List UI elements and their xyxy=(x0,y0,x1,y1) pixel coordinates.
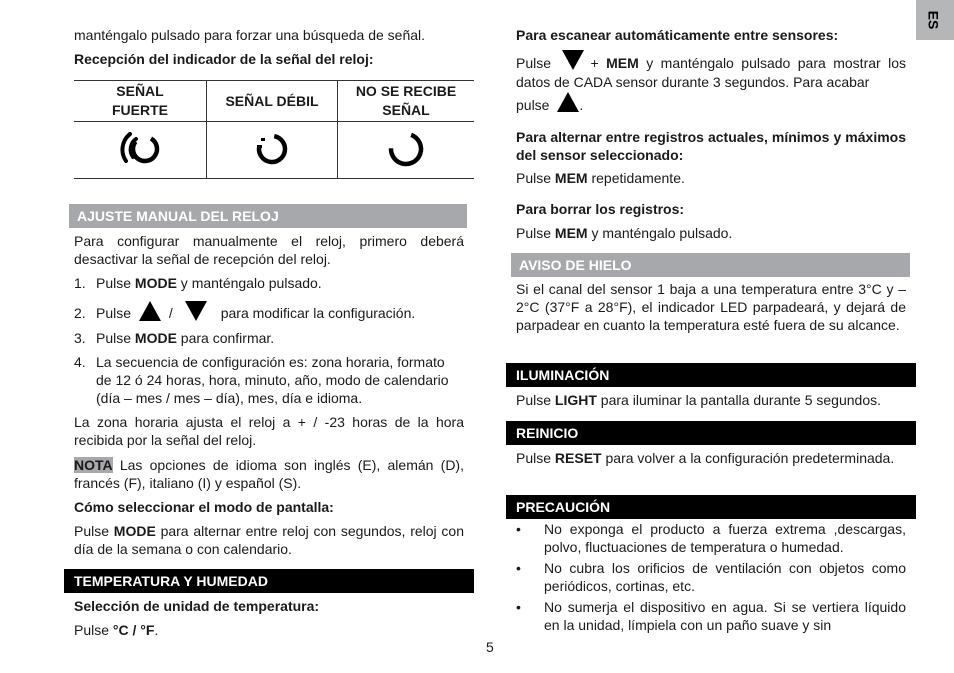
page-number: 5 xyxy=(486,639,494,655)
clock-intro: Para configurar manualmente el reloj, primero deberá desactivar la señal de recepción del reloj. xyxy=(74,233,464,267)
display-text: Pulse MODE para alternar entre reloj con segundos, reloj con día de la semana o con calendario. xyxy=(74,523,464,557)
signal-strong-icon xyxy=(116,125,164,171)
section-clock-title: AJUSTE MANUAL DEL RELOJ xyxy=(69,204,467,228)
timezone-text: La zona horaria ajusta el reloj a + / -23 horas de la hora recibida por la señal del reloj. xyxy=(74,414,464,448)
reset-text: Pulse RESET para volver a la configuración predeterminada. xyxy=(516,450,895,466)
alt-heading: Para alternar entre registros actuales, mínimos y máximos del sensor seleccionado: xyxy=(516,129,906,163)
note-paragraph: NOTA Las opciones de idioma son inglés (E), alemán (D), francés (F), italiano (I) y español (S). xyxy=(74,457,464,491)
note-label: NOTA xyxy=(74,457,113,473)
language-tab-label: ES xyxy=(925,10,942,30)
section-temp-title: TEMPERATURA Y HUMEDAD xyxy=(64,569,474,593)
display-heading: Cómo seleccionar el modo de pantalla: xyxy=(74,499,334,515)
section-ice-title: AVISO DE HIELO xyxy=(511,253,910,277)
language-tab xyxy=(916,0,954,40)
clear-heading: Para borrar los registros: xyxy=(516,201,685,217)
section-light-title: ILUMINACIÓN xyxy=(506,363,916,387)
up-arrow-icon xyxy=(557,92,579,112)
up-arrow-icon xyxy=(139,301,161,321)
section-reset-title: REINICIO xyxy=(506,421,916,445)
scan-end-line: pulse . xyxy=(516,96,583,114)
clear-text: Pulse MEM y manténgalo pulsado. xyxy=(516,225,733,241)
signal-weak-icon xyxy=(250,125,294,171)
signal-strong-cell xyxy=(74,122,207,179)
unit-text: Pulse °C / °F. xyxy=(74,622,159,638)
ice-text: Si el canal del sensor 1 baja a una temperatura entre 3°C y –2°C (37°F a 28°F), el indicador LED parpadeará, y dejará de parpadear en cuanto la temperatura esté fuera de su alcance. xyxy=(516,281,906,333)
signal-table xyxy=(74,80,474,179)
intro-line: manténgalo pulsado para forzar una búsqueda de señal. xyxy=(74,27,426,43)
signal-none-header: NO SE RECIBE SEÑAL xyxy=(338,81,475,122)
down-arrow-icon xyxy=(562,50,584,70)
signal-none-cell xyxy=(338,122,475,179)
scan-heading: Para escanear automáticamente entre sensores: xyxy=(516,27,839,43)
signal-weak-cell xyxy=(207,122,338,179)
signal-heading: Recepción del indicador de la señal del reloj: xyxy=(74,51,374,67)
alt-text: Pulse MEM repetidamente. xyxy=(516,170,685,186)
unit-heading: Selección de unidad de temperatura: xyxy=(74,598,320,614)
section-caution-title: PRECAUCIÓN xyxy=(506,495,916,519)
signal-strong-header: SEÑAL FUERTE xyxy=(74,81,207,122)
signal-none-icon xyxy=(384,125,428,171)
signal-weak-header: SEÑAL DÉBIL xyxy=(207,81,338,122)
down-arrow-icon xyxy=(185,301,207,321)
scan-text: Pulse + MEM y manténgalo pulsado para mostrar los datos de CADA sensor durante 3 segundos. Para acabar xyxy=(516,54,906,92)
light-text: Pulse LIGHT para iluminar la pantalla durante 5 segundos. xyxy=(516,392,881,408)
